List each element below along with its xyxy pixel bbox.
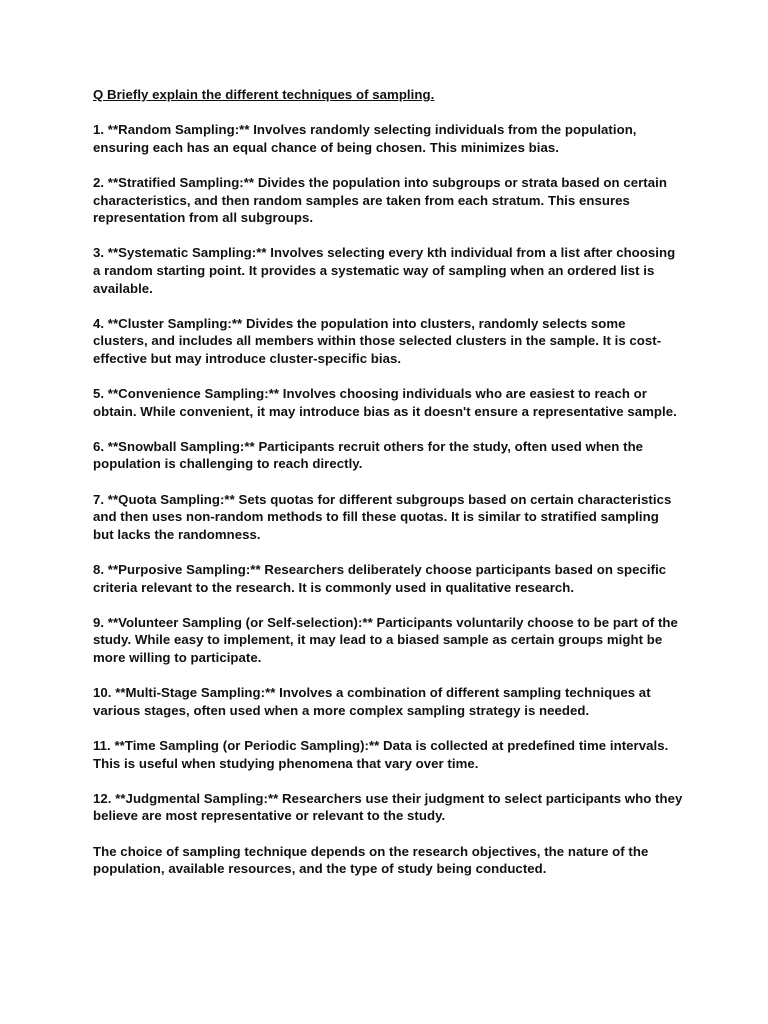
item-multi-stage-sampling: 10. **Multi-Stage Sampling:** Involves a combination of different sampling techniques at various stages, often used when a more complex sampling strategy is needed. — [93, 685, 651, 718]
item-random-sampling: 1. **Random Sampling:** Involves randomly selecting individuals from the population, ensuring each has an equal chance of being chosen. This minimizes bias. — [93, 122, 637, 155]
item-snowball-sampling: 6. **Snowball Sampling:** Participants recruit others for the study, often used when the population is challenging to reach directly. — [93, 438, 644, 472]
item-convenience-sampling: 5. **Convenience Sampling:** Involves choosing individuals who are easiest to reach or obtain. While convenient, it may introduce bias as it doesn't ensure a representative sample. — [93, 386, 677, 419]
document-page — [93, 86, 683, 895]
item-volunteer-sampling: 9. **Volunteer Sampling (or Self-selection):** Participants voluntarily choose to be part of the study. While easy to implement, it may lead to a biased sample as certain groups might be more willing to participate. — [93, 614, 678, 665]
conclusion-paragraph: The choice of sampling technique depends on the research objectives, the nature of the population, available resources, and the type of study being conducted. — [93, 843, 649, 877]
item-quota-sampling: 7. **Quota Sampling:** Sets quotas for different subgroups based on certain characteristics and then uses non-random methods to fill these quotas. It is similar to stratified sampling but lacks the randomness. — [93, 491, 672, 542]
item-cluster-sampling: 4. **Cluster Sampling:** Divides the population into clusters, randomly selects some clusters, and includes all members within those selected clusters in the sample. It is cost-effective but may introduce cluster-specific bias. — [93, 315, 662, 366]
item-systematic-sampling: 3. **Systematic Sampling:** Involves selecting every kth individual from a list after choosing a random starting point. It provides a systematic way of sampling when an ordered list is available. — [93, 245, 676, 296]
item-time-sampling: 11. **Time Sampling (or Periodic Sampling):** Data is collected at predefined time intervals. This is useful when studying phenomena that vary over time. — [93, 737, 669, 771]
item-stratified-sampling: 2. **Stratified Sampling:** Divides the population into subgroups or strata based on certain characteristics, and then random samples are taken from each stratum. This ensures representation from all subgroups. — [93, 174, 667, 226]
item-judgmental-sampling: 12. **Judgmental Sampling:** Researchers use their judgment to select participants who they believe are most representative or relevant to the study. — [93, 790, 683, 824]
item-purposive-sampling: 8. **Purposive Sampling:** Researchers deliberately choose participants based on specific criteria relevant to the research. It is commonly used in qualitative research. — [93, 562, 667, 595]
question-heading: Q Briefly explain the different techniques of sampling. — [93, 87, 435, 102]
